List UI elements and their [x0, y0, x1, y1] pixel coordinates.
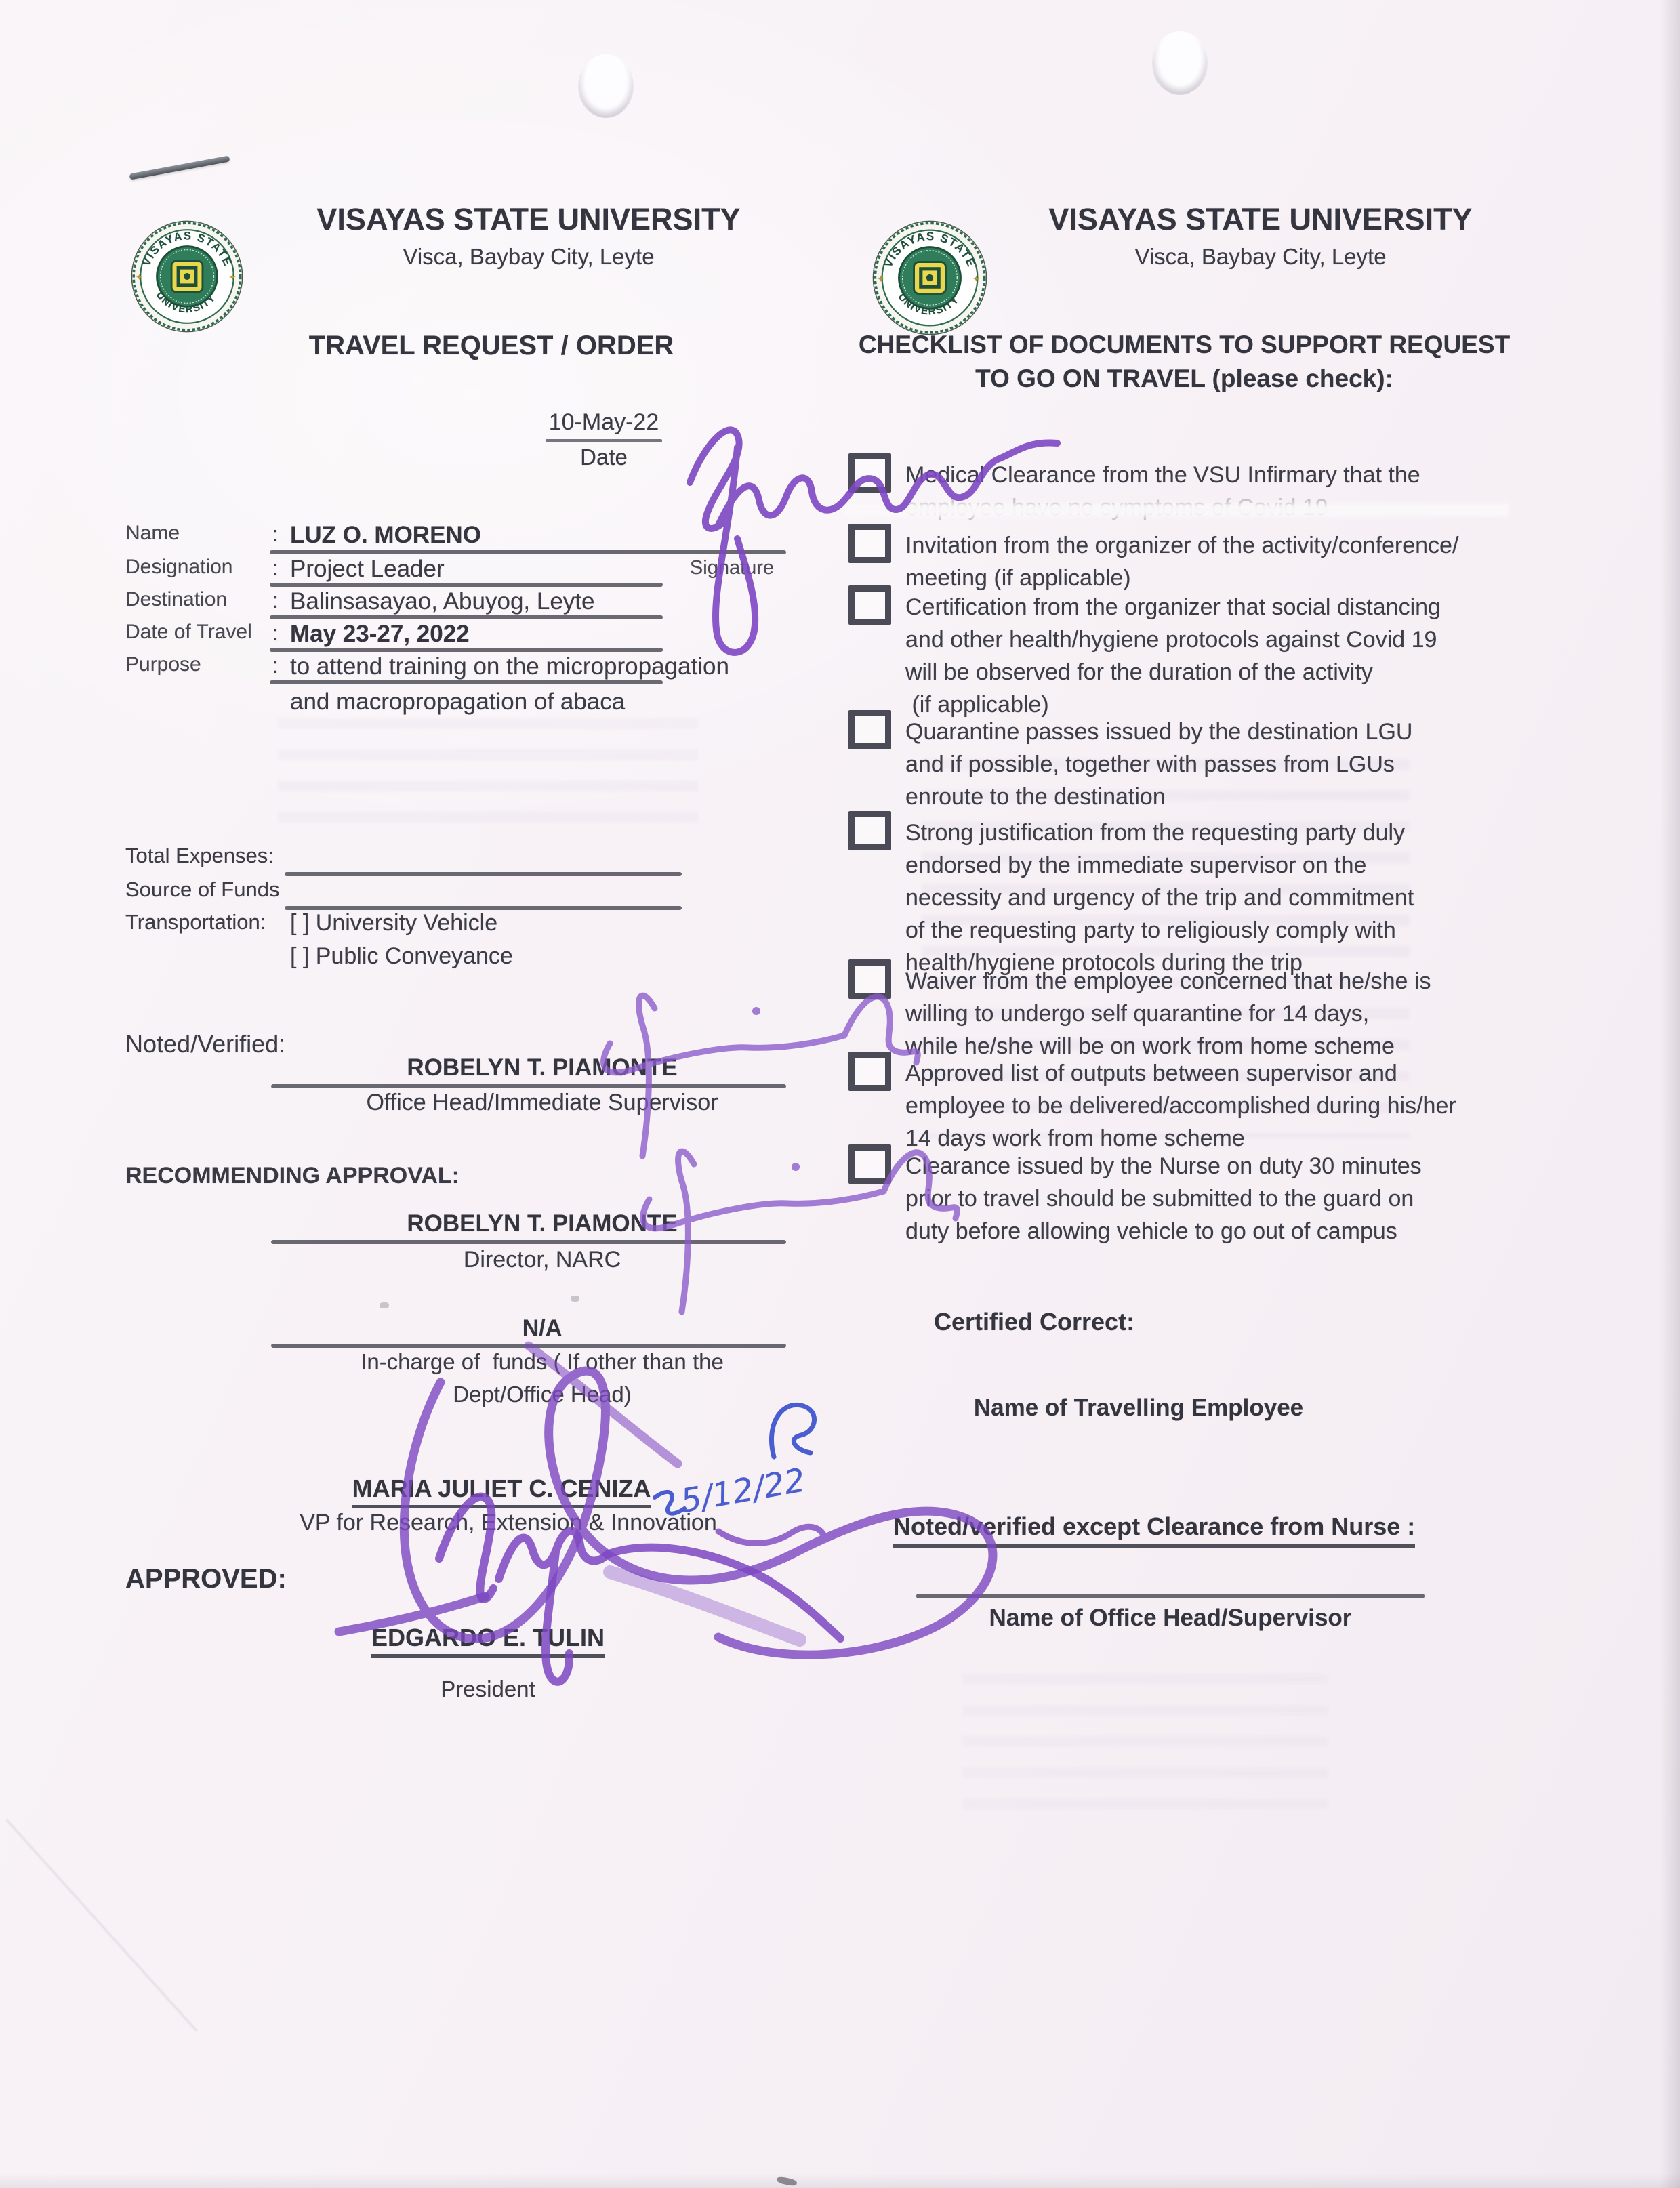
field-value: May 23-27, 2022 [290, 621, 470, 647]
incharge-caption-1: In-charge of funds ( If other than the [361, 1349, 724, 1374]
checklist-item-line: Certification from the organizer that social distancing [905, 594, 1441, 620]
checklist-item-line: and if possible, together with passes from LGUs [905, 751, 1395, 777]
vsu-seal-icon [870, 218, 989, 337]
total-expenses-line [285, 872, 682, 876]
checklist-item-line: of the requesting party to religiously comply with [905, 917, 1396, 943]
checkbox-unchecked [848, 959, 891, 999]
checkbox-unchecked [848, 811, 891, 850]
noted-verified-label: Noted/Verified: [125, 1030, 286, 1058]
checklist-item [905, 1150, 1542, 1247]
certified-correct-label: Certified Correct: [934, 1308, 1135, 1336]
checklist-item-line: employee to be delivered/accomplished during his/her [905, 1093, 1456, 1119]
vp-title: VP for Research, Extension & Innovation [300, 1510, 717, 1535]
checklist-item-line: 14 days work from home scheme [905, 1126, 1245, 1151]
university-address: Visca, Baybay City, Leyte [1134, 244, 1387, 269]
scan-speck [380, 1302, 389, 1308]
form-title: TRAVEL REQUEST / ORDER [308, 331, 674, 360]
noted-title: Office Head/Immediate Supervisor [366, 1090, 718, 1115]
checklist-item-line: health/hygiene protocols during the trip [905, 950, 1303, 976]
scanner-edge-shadow [0, 2173, 1680, 2188]
checklist-item-line: prior to travel should be submitted to the guard on [905, 1186, 1414, 1212]
signature-caption: Signature [689, 557, 775, 579]
field-underline [270, 615, 663, 619]
checklist-item [905, 716, 1542, 813]
checklist-item-line: (if applicable) [905, 692, 1049, 718]
field-label: Purpose [125, 653, 201, 676]
checklist-item-line: Strong justification from the requesting party duly [905, 820, 1406, 846]
recommending-name: ROBELYN T. PIAMONTE [407, 1210, 678, 1237]
field-underline [270, 583, 663, 587]
office-head-signature-line [916, 1594, 1425, 1598]
vsu-seal-icon [129, 218, 245, 335]
noted-except-nurse-label: Noted/verified except Clearance from Nurse : [893, 1512, 1415, 1548]
university-name: VISAYAS STATE UNIVERSITY [1048, 202, 1473, 236]
ink-bleedthrough [278, 718, 698, 827]
field-colon: : [272, 621, 279, 645]
checklist-item-line: Invitation from the organizer of the activity/conference/ [905, 533, 1459, 558]
transportation-label: Transportation: [125, 910, 266, 934]
form-field-row [0, 522, 813, 554]
field-underline [270, 680, 663, 684]
checklist-item [905, 1057, 1542, 1155]
vp-name: MARIA JULIET C. CENIZA [352, 1474, 651, 1508]
incharge-value: N/A [522, 1315, 562, 1341]
checklist-item-line: Waiver from the employee concerned that he/she is [905, 968, 1431, 994]
field-label: Name [125, 522, 180, 544]
scan-speck [571, 1296, 579, 1302]
checklist-item [905, 591, 1542, 721]
recommending-underline [271, 1240, 786, 1244]
field-label: Date of Travel [125, 621, 252, 643]
date-value: 10-May-22 [548, 409, 659, 435]
recommending-approval-label: RECOMMENDING APPROVAL: [125, 1163, 459, 1189]
transport-option-university-vehicle: [ ] University Vehicle [290, 910, 498, 936]
incharge-underline [271, 1344, 786, 1348]
checklist-item [905, 817, 1542, 979]
checklist-item-line: Clearance issued by the Nurse on duty 30 minutes [905, 1153, 1422, 1179]
total-expenses-label: Total Expenses: [125, 844, 274, 867]
office-head-caption: Name of Office Head/Supervisor [989, 1605, 1352, 1631]
checklist-item-line: Quarantine passes issued by the destination LGU [905, 719, 1413, 745]
university-name: VISAYAS STATE UNIVERSITY [316, 202, 741, 236]
checklist-item [905, 529, 1542, 594]
field-colon: : [272, 588, 279, 613]
president-name: EDGARDO E. TULIN [371, 1624, 605, 1658]
incharge-caption-2: Dept/Office Head) [453, 1382, 632, 1407]
field-colon: : [272, 653, 279, 678]
field-colon: : [272, 556, 279, 580]
field-value: LUZ O. MORENO [290, 522, 481, 548]
punch-hole-right [1152, 31, 1208, 95]
field-underline [270, 648, 663, 652]
field-value-line2: and macropropagation of abaca [290, 688, 626, 715]
field-value: to attend training on the micropropagation [290, 653, 729, 680]
field-label: Destination [125, 588, 228, 611]
recommending-title: Director, NARC [463, 1247, 621, 1273]
handwritten-date-text: 5/12/22 [678, 1461, 808, 1521]
checklist-item-line: meeting (if applicable) [905, 565, 1131, 591]
checkbox-unchecked [848, 1144, 891, 1184]
field-label: Designation [125, 556, 233, 578]
noted-name: ROBELYN T. PIAMONTE [407, 1054, 678, 1081]
checklist-item-line: necessity and urgency of the trip and commitment [905, 885, 1414, 911]
paper-crease [5, 1819, 197, 2031]
president-title: President [441, 1676, 535, 1701]
punch-hole-left [578, 54, 634, 118]
date-underline [546, 439, 662, 442]
checkbox-unchecked [848, 1052, 891, 1091]
checkbox-unchecked [848, 710, 891, 749]
checklist-item-line: and other health/hygiene protocols against Covid 19 [905, 627, 1437, 653]
field-value: Balinsasayao, Abuyog, Leyte [290, 588, 595, 615]
checklist-item-line: enroute to the destination [905, 784, 1166, 810]
ink-bleedthrough [962, 1674, 1328, 1830]
handwritten-date [655, 1405, 815, 1520]
checklist-item [905, 965, 1542, 1062]
checklist-item-line: while he/she will be on work from home scheme [905, 1033, 1395, 1059]
scan-fade-streak [844, 504, 1509, 516]
checklist-item-line: Approved list of outputs between supervisor and [905, 1060, 1397, 1086]
checklist-item-line: will be observed for the duration of the activity [905, 659, 1373, 685]
field-colon: : [272, 522, 279, 546]
checklist-item-line: duty before allowing vehicle to go out of campus [905, 1218, 1397, 1244]
travelling-employee-caption: Name of Travelling Employee [973, 1395, 1304, 1421]
checklist-item-line: willing to undergo self quarantine for 14 days, [905, 1001, 1370, 1027]
checklist-item-line: Medical Clearance from the VSU Infirmary that the [905, 462, 1420, 488]
checklist-title-line2: TO GO ON TRAVEL (please check): [975, 365, 1393, 392]
checkbox-unchecked [848, 453, 891, 493]
field-underline [270, 550, 786, 554]
approved-label: APPROVED: [125, 1564, 287, 1594]
noted-underline [271, 1084, 786, 1088]
checklist-item-line: endorsed by the immediate supervisor on the [905, 852, 1367, 878]
field-value: Project Leader [290, 556, 445, 582]
checkbox-unchecked [848, 524, 891, 563]
transport-option-public-conveyance: [ ] Public Conveyance [290, 943, 513, 969]
source-of-funds-label: Source of Funds [125, 878, 280, 901]
date-caption: Date [580, 445, 628, 470]
scanner-edge-shadow [1660, 0, 1680, 2188]
checklist-title-line1: CHECKLIST OF DOCUMENTS TO SUPPORT REQUEST [858, 331, 1511, 358]
checkbox-unchecked [848, 585, 891, 625]
university-address: Visca, Baybay City, Leyte [403, 244, 655, 269]
staple-mark [129, 155, 230, 180]
